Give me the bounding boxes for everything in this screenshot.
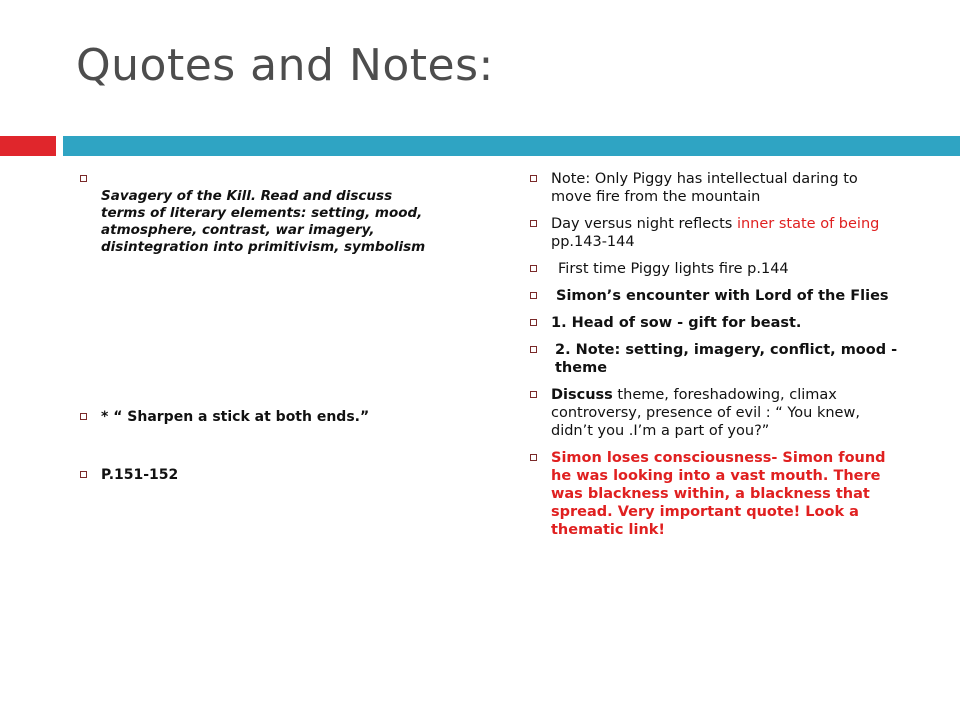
simon-encounter-text: Simon’s encounter with Lord of the Flies (556, 288, 889, 304)
list-item-savagery (80, 170, 430, 408)
right-column (530, 170, 900, 548)
savagery-text: Savagery of the Kill. Read and discuss terms of literary elements: setting, mood, atmosphere, contrast, war imagery, disintegration into primitivism, symbolism (101, 188, 426, 255)
right-bullet-list (530, 170, 900, 539)
day-night-suffix: pp.143-144 (551, 234, 635, 250)
square-bullet-icon (530, 175, 537, 182)
list-item-discuss (530, 386, 900, 440)
simon-loses-text: Simon loses consciousness- Simon found he was looking into a vast mouth. There was blackness within, a blackness that spread. Very important quote! Look a thematic link! (551, 450, 886, 538)
day-night-prefix: Day versus night reflects (551, 216, 737, 232)
square-bullet-icon (530, 292, 537, 299)
list-item-piggy-note (530, 170, 900, 206)
left-bullet-list (80, 170, 430, 484)
square-bullet-icon (530, 391, 537, 398)
square-bullet-icon (530, 265, 537, 272)
square-bullet-icon (530, 220, 537, 227)
list-item-simon-loses (530, 449, 900, 539)
left-column (80, 170, 430, 484)
discuss-text: theme, foreshadowing, climax controversy, presence of evil : “ You knew, didn’t you .I’m a part of you?” (551, 387, 860, 439)
square-bullet-icon (80, 413, 87, 420)
discuss-prefix: Discuss (551, 387, 613, 403)
square-bullet-icon (530, 319, 537, 326)
note-setting-text: 2. Note: setting, imagery, conflict, mood - theme (555, 342, 898, 376)
day-night-red-text: inner state of being (736, 216, 880, 232)
piggy-note-text: Note: Only Piggy has intellectual daring to move fire from the mountain (551, 171, 858, 205)
list-item-note-setting (530, 341, 900, 377)
first-fire-text: First time Piggy lights fire p.144 (558, 261, 789, 277)
head-of-sow-text: 1. Head of sow - gift for beast. (551, 315, 802, 331)
list-item-page-ref (80, 466, 430, 484)
square-bullet-icon (530, 454, 537, 461)
page-ref-text: P.151-152 (101, 467, 179, 483)
square-bullet-icon (80, 471, 87, 478)
square-bullet-icon (80, 175, 87, 182)
list-item-sharpen-quote (80, 408, 430, 466)
sharpen-quote-text: * “ Sharpen a stick at both ends.” (101, 409, 370, 425)
slide-title: Quotes and Notes: (76, 40, 494, 91)
list-item-day-night (530, 215, 900, 251)
square-bullet-icon (530, 346, 537, 353)
list-item-head-of-sow (530, 314, 900, 332)
list-item-first-fire (530, 260, 900, 278)
accent-bar-red (0, 136, 56, 156)
accent-bar-blue (63, 136, 960, 156)
list-item-simon-encounter (530, 287, 900, 305)
